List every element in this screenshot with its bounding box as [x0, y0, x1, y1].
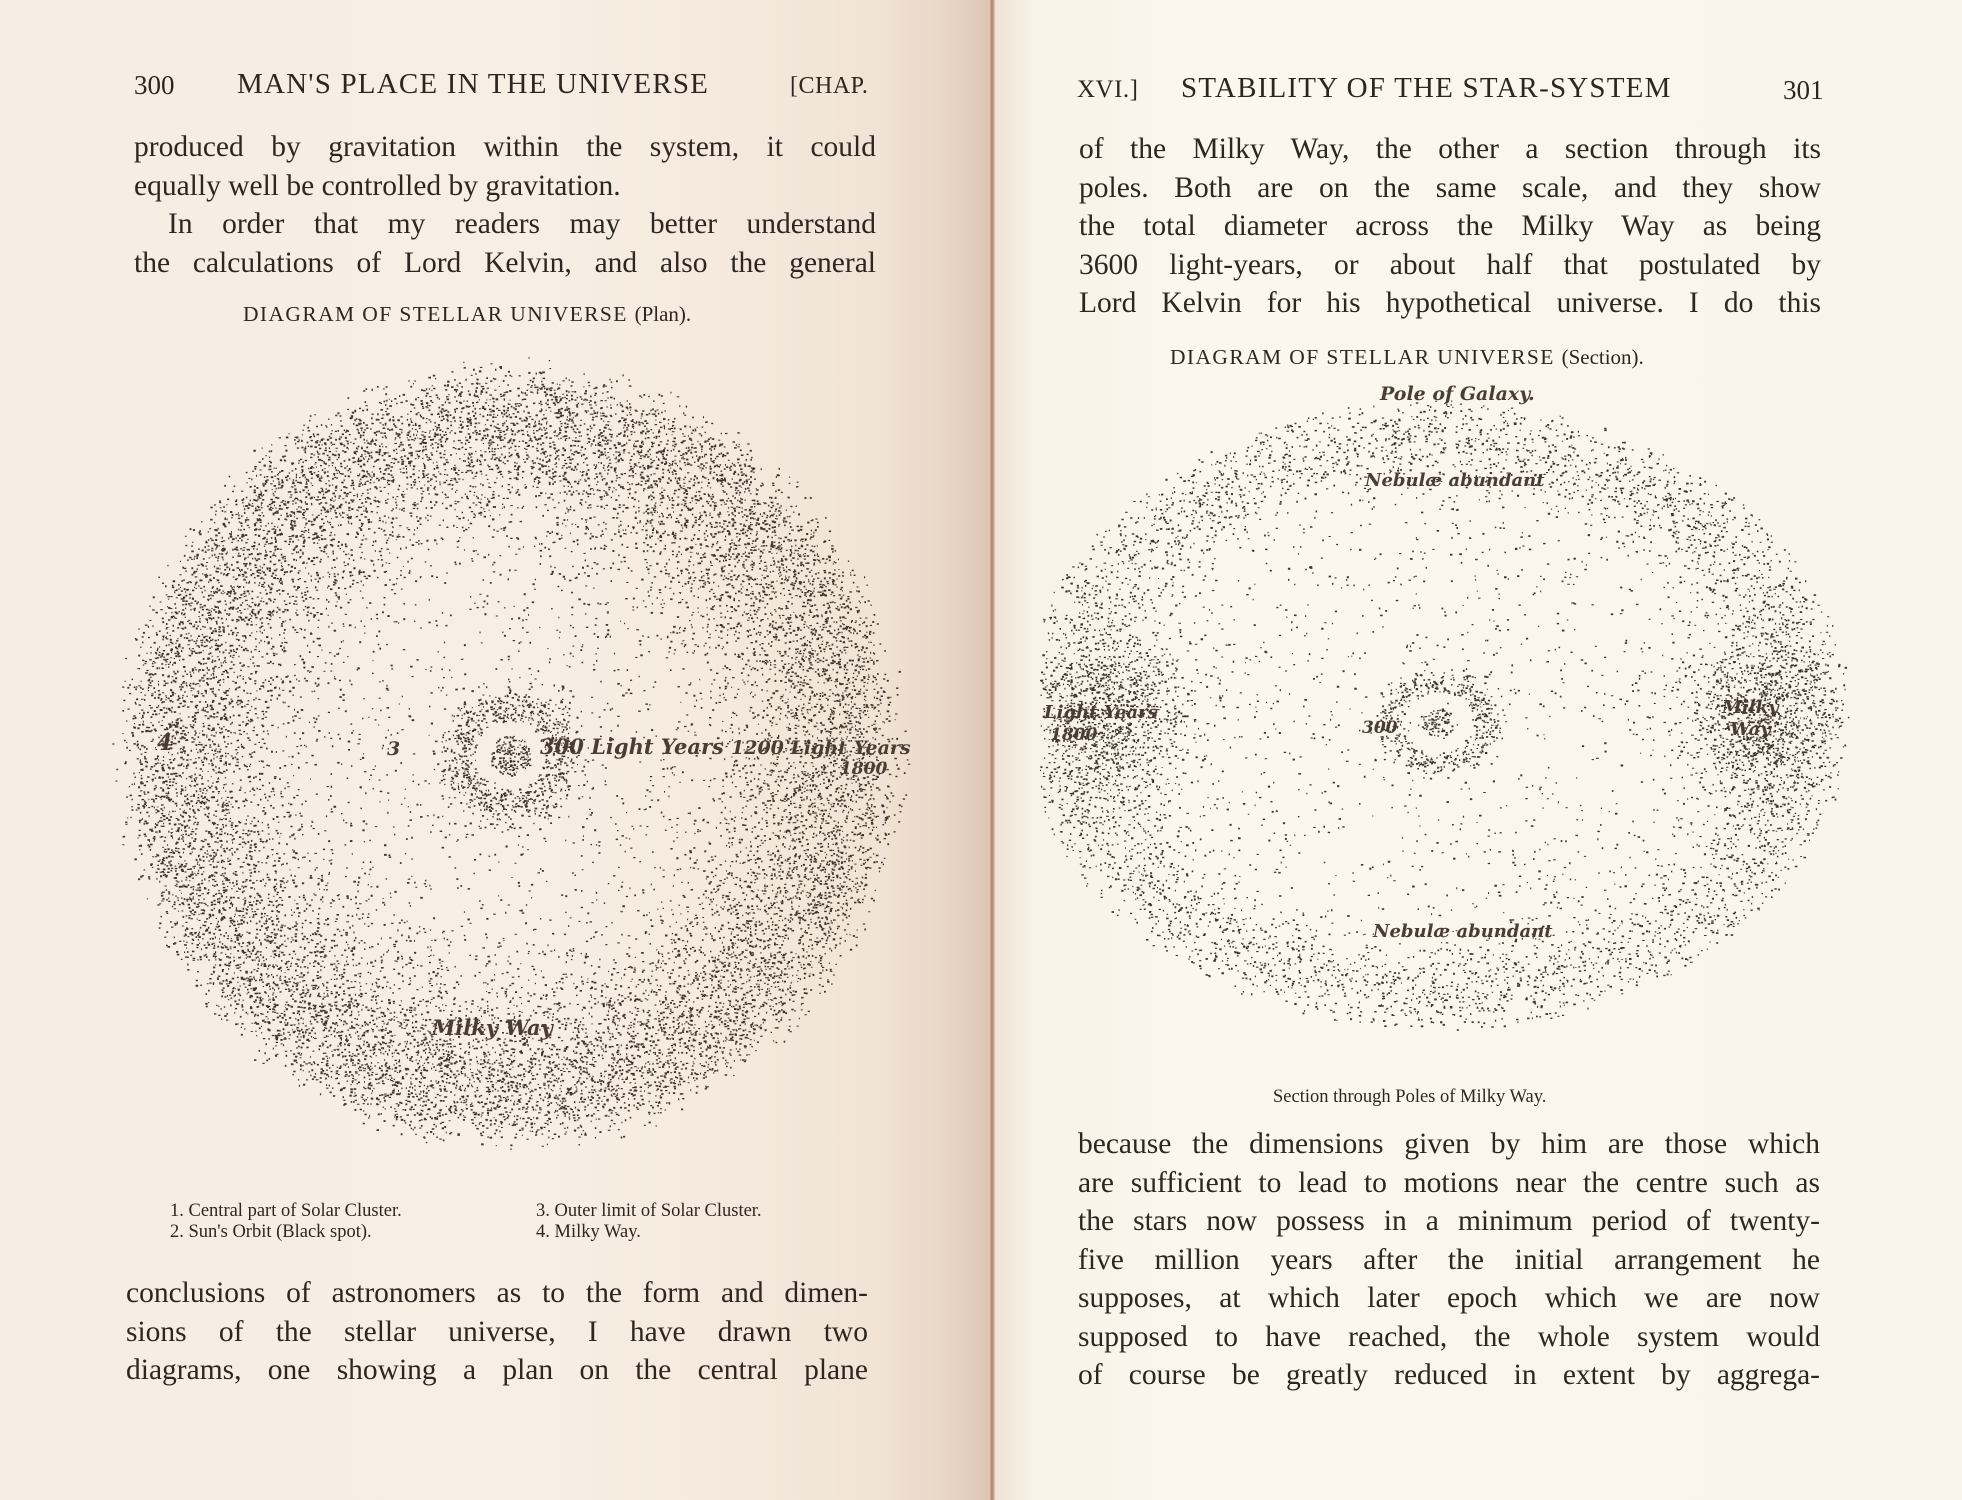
- text-line: conclusions of astronomers as to the form and dimen-: [126, 1277, 868, 1309]
- figure-title-suffix: (Section).: [1561, 345, 1644, 369]
- figure-title-plan: [243, 302, 691, 327]
- text-line: In order that my readers may better understand: [168, 208, 876, 240]
- label-1800: 1800: [840, 759, 888, 779]
- text-line: the total diameter across the Milky Way as being: [1079, 210, 1821, 242]
- section-diagram: [1040, 370, 1920, 1090]
- legend-right-col: [536, 1201, 762, 1243]
- running-title: MAN'S PLACE IN THE UNIVERSE: [237, 68, 710, 100]
- text-line: the calculations of Lord Kelvin, and also the general: [134, 246, 876, 279]
- text-line: 3600 light-years, or about half that postulated by: [1079, 248, 1821, 281]
- running-title: STABILITY OF THE STAR-SYSTEM: [1181, 72, 1672, 104]
- text-line: Lord Kelvin for his hypothetical universe. I do this: [1079, 287, 1821, 319]
- label-milky-way: Milky Way: [432, 1015, 553, 1040]
- label-300: 300: [1362, 718, 1398, 738]
- text-line: poles. Both are on the same scale, and they show: [1079, 171, 1821, 204]
- text-line: of the Milky Way, the other a section through its: [1079, 133, 1821, 165]
- text-line: produced by gravitation within the system, it could: [134, 131, 876, 163]
- legend-left-col: [170, 1201, 402, 1243]
- legend-item: 3. Outer limit of Solar Cluster.: [536, 1201, 762, 1221]
- paragraph-bottom: [126, 1274, 868, 1390]
- text-line: supposed to have reached, the whole system would: [1078, 1320, 1820, 1353]
- text-line: equally well be controlled by gravitation.: [134, 169, 621, 202]
- figure-title-section: [1170, 345, 1644, 370]
- paragraph-bottom: [1078, 1125, 1820, 1395]
- right-page: [995, 0, 1962, 1500]
- label-pole-of-galaxy: Pole of Galaxy.: [1380, 383, 1535, 405]
- paragraph-top: [1079, 130, 1821, 323]
- label-nebulae-top: Nebulæ abundant: [1365, 470, 1545, 491]
- text-line: are sufficient to lead to motions near the centre such as: [1078, 1166, 1820, 1199]
- label-1800: 1800: [1050, 725, 1098, 745]
- figure-title-main: DIAGRAM OF STELLAR UNIVERSE: [1170, 345, 1555, 369]
- legend-item: 4. Milky Way.: [536, 1222, 641, 1242]
- figure-title-suffix: (Plan).: [634, 302, 692, 326]
- text-line: sions of the stellar universe, I have drawn two: [126, 1315, 868, 1348]
- legend-item: 2. Sun's Orbit (Black spot).: [170, 1222, 372, 1242]
- label-nebulae-bottom: Nebulæ abundant: [1373, 921, 1553, 942]
- text-line: five million years after the initial arrangement he: [1078, 1243, 1820, 1276]
- text-line: of course be greatly reduced in extent by aggrega-: [1078, 1359, 1820, 1391]
- label-300-light-years: 300 Light Years: [540, 734, 724, 759]
- page-number: 300: [134, 70, 175, 100]
- label-light-years: Light Years: [1044, 702, 1158, 723]
- figure-caption: Section through Poles of Milky Way.: [1273, 1087, 1547, 1107]
- paragraph-top: [134, 128, 876, 282]
- label-four: 4: [157, 730, 173, 756]
- page-number: 301: [1783, 75, 1824, 105]
- label-way: Way: [1730, 719, 1771, 740]
- plan-diagram: [95, 330, 935, 1180]
- legend-item: 1. Central part of Solar Cluster.: [170, 1201, 402, 1221]
- text-line: because the dimensions given by him are those which: [1078, 1128, 1820, 1160]
- chapter-marker: [CHAP.: [790, 73, 869, 99]
- label-three: 3: [387, 738, 401, 760]
- chapter-marker: XVI.]: [1077, 76, 1139, 103]
- text-line: diagrams, one showing a plan on the central plane: [126, 1354, 868, 1386]
- book-gutter: [990, 0, 994, 1500]
- text-line: supposes, at which later epoch which we are now: [1078, 1282, 1820, 1314]
- figure-title-main: DIAGRAM OF STELLAR UNIVERSE: [243, 302, 628, 326]
- text-line: the stars now possess in a minimum period of twenty-: [1078, 1205, 1820, 1237]
- label-1200-light-years: 1200 Light Years: [731, 737, 911, 759]
- label-milky: Milky: [1722, 697, 1779, 718]
